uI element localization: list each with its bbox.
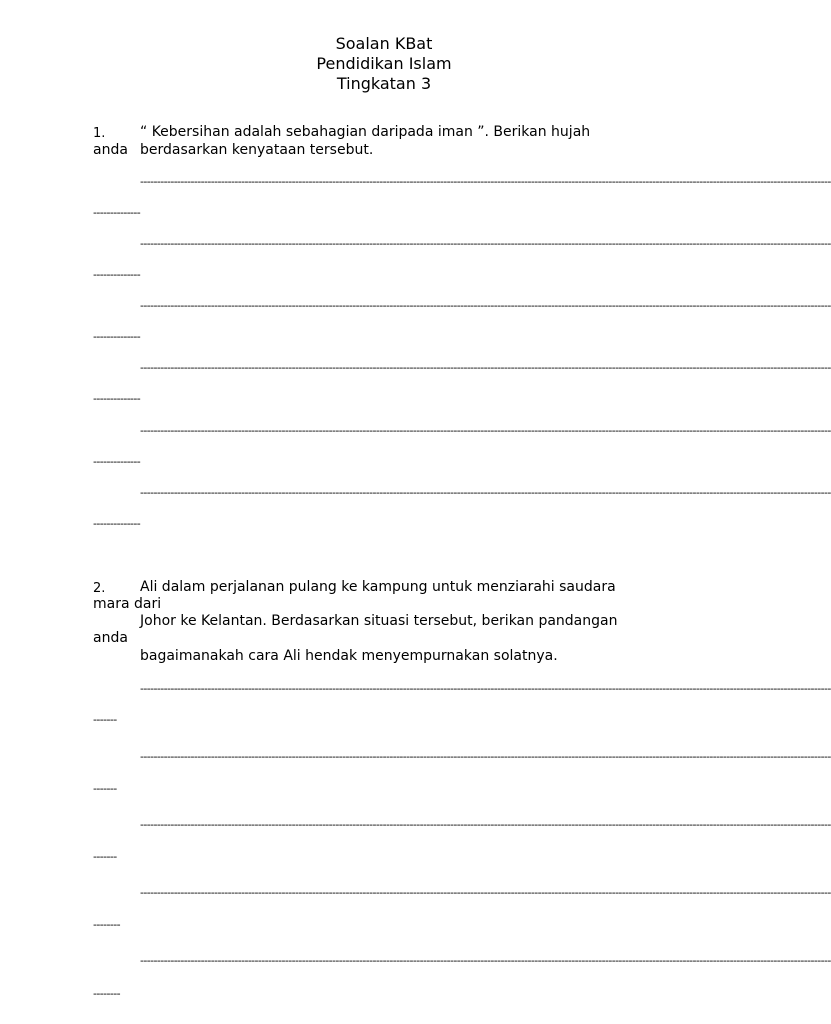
answer-line: ------------------------------------------------------------------------------------------------------------------------------------------------------------------------------------------------------------- [140, 361, 831, 374]
question-text-line: bagaimanakah cara Ali hendak menyempurnakan solatnya. [140, 648, 558, 664]
question-number: 2. [93, 581, 106, 596]
answer-line: ------------------------------------------------------------------------------------------------------------------------------------------------------------------------------------------------------------- [140, 175, 831, 188]
answer-line-tail: -------------- [93, 455, 141, 468]
answer-line-tail: ------- [93, 782, 117, 795]
answer-line: ------------------------------------------------------------------------------------------------------------------------------------------------------------------------------------------------------------- [140, 886, 831, 899]
answer-line: ------------------------------------------------------------------------------------------------------------------------------------------------------------------------------------------------------------- [140, 954, 831, 967]
answer-line-tail: -------- [93, 918, 120, 931]
answer-line: ------------------------------------------------------------------------------------------------------------------------------------------------------------------------------------------------------------- [140, 486, 831, 499]
question-text-line: Johor ke Kelantan. Berdasarkan situasi tersebut, berikan pandangan [140, 613, 618, 629]
answer-line-tail: -------------- [93, 392, 141, 405]
document-title: Soalan KBat [335, 34, 433, 53]
answer-line-tail: ------- [93, 713, 117, 726]
answer-line: ------------------------------------------------------------------------------------------------------------------------------------------------------------------------------------------------------------- [140, 299, 831, 312]
answer-line: ------------------------------------------------------------------------------------------------------------------------------------------------------------------------------------------------------------- [140, 818, 831, 831]
subject-title: Pendidikan Islam [316, 54, 452, 73]
answer-line-tail: -------------- [93, 268, 141, 281]
question-text-line: Ali dalam perjalanan pulang ke kampung untuk menziarahi saudara [140, 579, 616, 595]
answer-line-tail: ------- [93, 850, 117, 863]
question-text-line: anda [93, 630, 128, 646]
question-text-line: “ Kebersihan adalah sebahagian daripada iman ”. Berikan hujah [140, 124, 591, 140]
level-title: Tingkatan 3 [336, 74, 432, 93]
answer-line: ------------------------------------------------------------------------------------------------------------------------------------------------------------------------------------------------------------- [140, 682, 831, 695]
question-text-line: mara dari [93, 596, 162, 612]
question-number: 1. [93, 126, 106, 141]
answer-line-tail: -------------- [93, 330, 141, 343]
answer-line-tail: -------------- [93, 206, 141, 219]
answer-line: ------------------------------------------------------------------------------------------------------------------------------------------------------------------------------------------------------------- [140, 750, 831, 763]
answer-line-tail: -------- [93, 987, 120, 1000]
question-text-line: anda [93, 142, 128, 158]
answer-line: ------------------------------------------------------------------------------------------------------------------------------------------------------------------------------------------------------------- [140, 237, 831, 250]
answer-line: ------------------------------------------------------------------------------------------------------------------------------------------------------------------------------------------------------------- [140, 424, 831, 437]
question-text-line: berdasarkan kenyataan tersebut. [140, 142, 374, 158]
answer-line-tail: -------------- [93, 517, 141, 530]
